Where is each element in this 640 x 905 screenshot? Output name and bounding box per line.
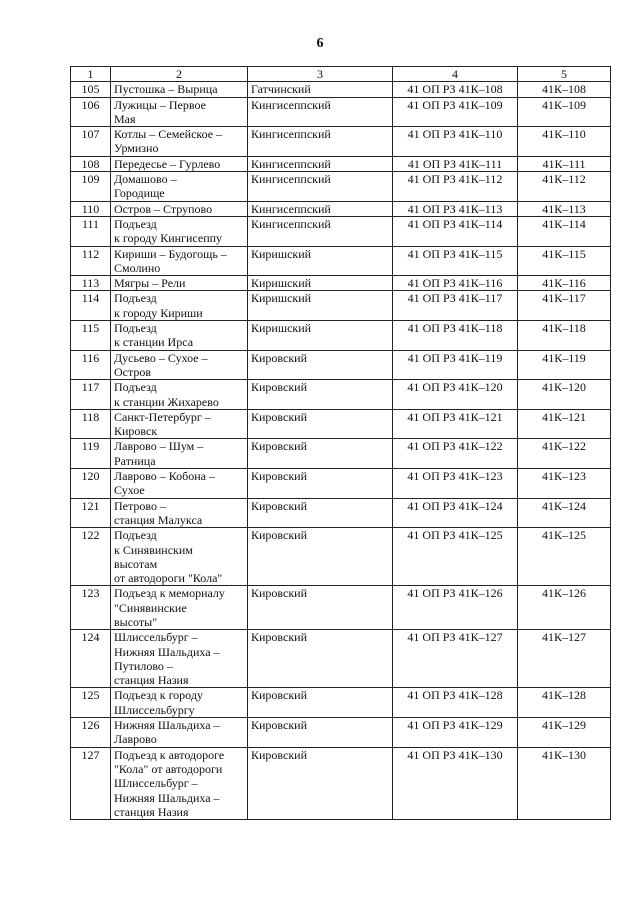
table-row (71, 409, 611, 439)
table-row (71, 586, 611, 630)
road-name-line: от автодороги "Кола" (114, 571, 223, 586)
road-code: 41К–110 (518, 127, 611, 157)
district: Киришский (248, 321, 393, 351)
road-id: 41 ОП РЗ 41К–112 (393, 172, 518, 202)
road-code: 41К–120 (518, 380, 611, 410)
table-row (71, 439, 611, 469)
road-name-line: высотам (114, 556, 158, 571)
road-id: 41 ОП РЗ 41К–129 (393, 718, 518, 748)
table-row (71, 350, 611, 380)
road-code: 41К–127 (518, 630, 611, 688)
table-row (71, 498, 611, 528)
road-name-line: Санкт-Петербург – (114, 409, 211, 424)
road-name-line: высоты" (114, 614, 158, 629)
row-number: 120 (71, 469, 111, 499)
header-row (71, 67, 611, 82)
road-code: 41К–125 (518, 528, 611, 586)
district: Кингисеппский (248, 201, 393, 216)
road-id: 41 ОП РЗ 41К–110 (393, 127, 518, 157)
row-number: 105 (71, 82, 111, 97)
road-name-line: Остров – Струпово (114, 201, 213, 216)
row-number: 107 (71, 127, 111, 157)
road-code: 41К–129 (518, 718, 611, 748)
road-name-line: Подъезд (114, 380, 157, 395)
district: Кировский (248, 747, 393, 819)
district: Кингисеппский (248, 156, 393, 171)
road-code: 41К–126 (518, 586, 611, 630)
district: Кингисеппский (248, 172, 393, 202)
district: Кингисеппский (248, 97, 393, 127)
row-number: 110 (71, 201, 111, 216)
road-name-line: Лужицы – Первое (114, 97, 206, 112)
road-code: 41К–113 (518, 201, 611, 216)
road-name-line: Мягры – Рели (114, 276, 186, 291)
road-name (111, 97, 248, 127)
road-name (111, 688, 248, 718)
road-name-line: Подъезд (114, 216, 157, 231)
road-name-line: Нижняя Шальдиха – (114, 790, 220, 805)
table-row (71, 216, 611, 246)
road-id: 41 ОП РЗ 41К–127 (393, 630, 518, 688)
road-name-line: Лаврово – Шум – (114, 439, 204, 454)
table-row (71, 127, 611, 157)
road-name (111, 201, 248, 216)
road-name (111, 321, 248, 351)
road-name-line: Шлиссельбургу (114, 702, 195, 717)
table-row (71, 246, 611, 276)
road-name-line: к Синявинским (114, 542, 193, 557)
road-name (111, 156, 248, 171)
table-row (71, 97, 611, 127)
road-name (111, 276, 248, 291)
page-number: 6 (316, 36, 324, 51)
road-name-line: Остров (114, 364, 152, 379)
road-name (111, 439, 248, 469)
road-id: 41 ОП РЗ 41К–121 (393, 409, 518, 439)
row-number: 111 (71, 216, 111, 246)
road-id: 41 ОП РЗ 41К–124 (393, 498, 518, 528)
road-id: 41 ОП РЗ 41К–120 (393, 380, 518, 410)
table-row (71, 321, 611, 351)
table-row (71, 172, 611, 202)
road-name-line: Кириши – Будогощь – (114, 246, 227, 261)
row-number: 122 (71, 528, 111, 586)
district: Киришский (248, 276, 393, 291)
road-name-line: к городу Кириши (114, 305, 203, 320)
row-number: 108 (71, 156, 111, 171)
road-id: 41 ОП РЗ 41К–108 (393, 82, 518, 97)
district: Кингисеппский (248, 127, 393, 157)
header-cell: 2 (111, 67, 248, 82)
row-number: 116 (71, 350, 111, 380)
road-code: 41К–108 (518, 82, 611, 97)
row-number: 125 (71, 688, 111, 718)
road-name-line: Смолино (114, 260, 161, 275)
row-number: 114 (71, 291, 111, 321)
table-row (71, 156, 611, 171)
road-id: 41 ОП РЗ 41К–119 (393, 350, 518, 380)
road-name-line: Лаврово – Кобона – (114, 469, 215, 484)
table-row (71, 380, 611, 410)
table-row (71, 201, 611, 216)
road-name (111, 409, 248, 439)
road-name (111, 718, 248, 748)
district: Кингисеппский (248, 216, 393, 246)
district: Кировский (248, 688, 393, 718)
row-number: 106 (71, 97, 111, 127)
road-name-line: станция Назия (114, 673, 189, 688)
row-number: 127 (71, 747, 111, 819)
road-name (111, 350, 248, 380)
road-name-line: Петрово – (114, 498, 166, 513)
road-code: 41К–117 (518, 291, 611, 321)
road-name-line: Мая (114, 111, 136, 126)
district: Кировский (248, 630, 393, 688)
road-id: 41 ОП РЗ 41К–130 (393, 747, 518, 819)
row-number: 113 (71, 276, 111, 291)
road-name-line: Пустошка – Вырица (114, 82, 218, 97)
road-name (111, 291, 248, 321)
road-id: 41 ОП РЗ 41К–123 (393, 469, 518, 499)
road-id: 41 ОП РЗ 41К–125 (393, 528, 518, 586)
road-name-line: Передесье – Гурлево (114, 156, 221, 171)
road-id: 41 ОП РЗ 41К–117 (393, 291, 518, 321)
district: Кировский (248, 528, 393, 586)
district: Кировский (248, 439, 393, 469)
road-name-line: Кировск (114, 424, 158, 439)
district: Гатчинский (248, 82, 393, 97)
table-body (71, 82, 611, 820)
road-code: 41К–128 (518, 688, 611, 718)
road-name-line: Шлиссельбург – (114, 776, 198, 791)
road-name-line: к станции Ирса (114, 335, 194, 350)
road-code: 41К–115 (518, 246, 611, 276)
district: Кировский (248, 409, 393, 439)
road-name-line: к городу Кингисеппу (114, 231, 223, 246)
table-row (71, 630, 611, 688)
row-number: 126 (71, 718, 111, 748)
district: Кировский (248, 498, 393, 528)
road-name-line: Домашово – (114, 172, 177, 187)
table-row (71, 688, 611, 718)
road-name-line: Нижняя Шальдиха – (114, 644, 220, 659)
road-name (111, 469, 248, 499)
road-code: 41К–119 (518, 350, 611, 380)
road-name (111, 246, 248, 276)
road-code: 41К–124 (518, 498, 611, 528)
road-name-line: "Синявинские (114, 600, 187, 615)
row-number: 112 (71, 246, 111, 276)
district: Кировский (248, 718, 393, 748)
road-name-line: Подъезд к мемориалу (114, 586, 225, 601)
road-name (111, 528, 248, 586)
row-number: 118 (71, 409, 111, 439)
road-code: 41К–118 (518, 321, 611, 351)
road-name-line: Шлиссельбург – (114, 630, 198, 645)
table-row (71, 276, 611, 291)
road-name (111, 82, 248, 97)
road-name-line: Сухое (114, 483, 145, 498)
road-code: 41К–112 (518, 172, 611, 202)
road-name (111, 127, 248, 157)
row-number: 119 (71, 439, 111, 469)
road-name-line: Нижняя Шальдиха – (114, 718, 220, 733)
table-row (71, 291, 611, 321)
road-name-line: Лаврово (114, 732, 157, 747)
road-name-line: к станции Жихарево (114, 394, 219, 409)
district: Кировский (248, 469, 393, 499)
row-number: 121 (71, 498, 111, 528)
table-row (71, 469, 611, 499)
district: Киришский (248, 246, 393, 276)
road-code: 41К–116 (518, 276, 611, 291)
road-code: 41К–114 (518, 216, 611, 246)
road-name (111, 380, 248, 410)
road-name-line: "Кола" от автодороги (114, 761, 223, 776)
row-number: 123 (71, 586, 111, 630)
header-cell: 1 (71, 67, 111, 82)
table-row (71, 528, 611, 586)
road-id: 41 ОП РЗ 41К–126 (393, 586, 518, 630)
row-number: 117 (71, 380, 111, 410)
road-code: 41К–109 (518, 97, 611, 127)
road-name-line: Дусьево – Сухое – (114, 350, 208, 365)
table-row (71, 718, 611, 748)
road-name-line: станция Малукса (114, 512, 203, 527)
road-name-line: Подъезд (114, 291, 157, 306)
road-name (111, 216, 248, 246)
road-id: 41 ОП РЗ 41К–114 (393, 216, 518, 246)
road-id: 41 ОП РЗ 41К–122 (393, 439, 518, 469)
road-id: 41 ОП РЗ 41К–128 (393, 688, 518, 718)
road-name-line: Котлы – Семейское – (114, 127, 223, 142)
road-name-line: Городище (114, 186, 165, 201)
table-row (71, 747, 611, 819)
road-name (111, 747, 248, 819)
district: Киришский (248, 291, 393, 321)
road-name (111, 586, 248, 630)
header-cell: 4 (393, 67, 518, 82)
road-name (111, 498, 248, 528)
header-cell: 5 (518, 67, 611, 82)
road-code: 41К–121 (518, 409, 611, 439)
road-id: 41 ОП РЗ 41К–118 (393, 321, 518, 351)
road-id: 41 ОП РЗ 41К–115 (393, 246, 518, 276)
row-number: 115 (71, 321, 111, 351)
road-name-line: Ратница (114, 453, 156, 468)
road-name-line: Подъезд к автодороге (114, 747, 225, 762)
road-code: 41К–123 (518, 469, 611, 499)
road-id: 41 ОП РЗ 41К–113 (393, 201, 518, 216)
row-number: 109 (71, 172, 111, 202)
road-id: 41 ОП РЗ 41К–109 (393, 97, 518, 127)
district: Кировский (248, 350, 393, 380)
road-code: 41К–130 (518, 747, 611, 819)
road-name (111, 630, 248, 688)
district: Кировский (248, 586, 393, 630)
road-code: 41К–122 (518, 439, 611, 469)
roads-table (70, 66, 611, 820)
road-id: 41 ОП РЗ 41К–111 (393, 156, 518, 171)
road-name (111, 172, 248, 202)
road-name-line: Подъезд (114, 321, 157, 336)
road-name-line: Урмизно (114, 141, 159, 156)
road-name-line: Подъезд к городу (114, 688, 203, 703)
header-cell: 3 (248, 67, 393, 82)
road-code: 41К–111 (518, 156, 611, 171)
road-name-line: Подъезд (114, 528, 157, 543)
road-name-line: станция Назия (114, 804, 189, 819)
road-name-line: Путилово – (114, 658, 173, 673)
district: Кировский (248, 380, 393, 410)
row-number: 124 (71, 630, 111, 688)
road-id: 41 ОП РЗ 41К–116 (393, 276, 518, 291)
table-row (71, 82, 611, 97)
